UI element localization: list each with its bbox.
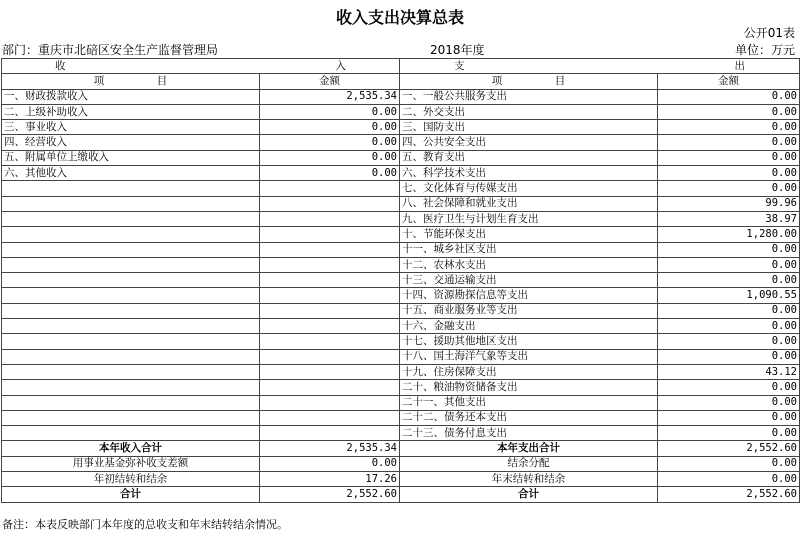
expense-group-left: 支 [454, 59, 465, 72]
expense-item: 二十三、债务付息支出 [400, 426, 658, 441]
table-row [2, 364, 800, 379]
expense-item: 十八、国土海洋气象等支出 [400, 349, 658, 364]
income-item [2, 196, 260, 211]
total-expense-label: 本年支出合计 [400, 441, 658, 456]
expense-amount: 0.00 [658, 89, 800, 104]
income-item [2, 273, 260, 288]
table-row [2, 181, 800, 196]
expense-amount: 0.00 [658, 319, 800, 334]
expense-item: 五、教育支出 [400, 150, 658, 165]
income-item [2, 380, 260, 395]
income-group-right: 入 [335, 59, 346, 72]
expense-item: 十七、援助其他地区支出 [400, 334, 658, 349]
summary-row [2, 456, 800, 471]
table-row [2, 303, 800, 318]
expense-group-right: 出 [734, 59, 745, 72]
expense-item: 十五、商业服务业等支出 [400, 303, 658, 318]
table-row [2, 319, 800, 334]
income-item: 六、其他收入 [2, 166, 260, 181]
expense-item: 二、外交支出 [400, 104, 658, 119]
expense-item: 九、医疗卫生与计划生育支出 [400, 211, 658, 226]
income-group-header [2, 59, 400, 74]
income-amount [260, 227, 400, 242]
expense-amount: 43.12 [658, 364, 800, 379]
table-row [2, 257, 800, 272]
income-amount [260, 303, 400, 318]
expense-item: 八、社会保障和就业支出 [400, 196, 658, 211]
income-item: 三、事业收入 [2, 120, 260, 135]
income-group-left: 收 [55, 59, 66, 72]
expense-item: 四、公共安全支出 [400, 135, 658, 150]
item-header-left: 项 [93, 74, 105, 87]
total-income-label: 本年收入合计 [2, 441, 260, 456]
expense-item: 三、国防支出 [400, 120, 658, 135]
income-amount [260, 380, 400, 395]
grand-expense-label: 合计 [400, 487, 658, 502]
income-item [2, 349, 260, 364]
column-header-row [2, 74, 800, 89]
table-row [2, 395, 800, 410]
table-row [2, 410, 800, 425]
summary-expense-amount: 0.00 [658, 456, 800, 471]
fiscal-year: 2018年度 [430, 43, 485, 57]
expense-item: 六、科学技术支出 [400, 166, 658, 181]
expense-item: 十一、城乡社区支出 [400, 242, 658, 257]
expense-item: 十、节能环保支出 [400, 227, 658, 242]
grand-expense-amount: 2,552.60 [658, 487, 800, 502]
income-amount [260, 410, 400, 425]
expense-item: 十六、金融支出 [400, 319, 658, 334]
expense-amount: 0.00 [658, 380, 800, 395]
income-item [2, 181, 260, 196]
expense-amount: 0.00 [658, 426, 800, 441]
expense-amount: 0.00 [658, 334, 800, 349]
item-header-right: 目 [554, 74, 566, 87]
table-row [2, 104, 800, 119]
unit-label: 单位：万元 [734, 43, 795, 57]
expense-item: 十九、住房保障支出 [400, 364, 658, 379]
income-amount [260, 288, 400, 303]
expense-item: 二十、粮油物资储备支出 [400, 380, 658, 395]
income-item [2, 227, 260, 242]
expense-amount: 1,280.00 [658, 227, 800, 242]
income-amount: 2,535.34 [260, 89, 400, 104]
table-row [2, 380, 800, 395]
expense-item: 二十一、其他支出 [400, 395, 658, 410]
income-amount [260, 257, 400, 272]
expense-group-header [400, 59, 800, 74]
income-amount [260, 364, 400, 379]
income-item [2, 303, 260, 318]
income-amount-header: 金额 [260, 74, 400, 89]
expense-amount: 0.00 [658, 410, 800, 425]
expense-amount: 0.00 [658, 257, 800, 272]
department-label: 部门：重庆市北碚区安全生产监督管理局 [2, 43, 219, 57]
summary-expense-item: 结余分配 [400, 456, 658, 471]
item-header-left: 项 [491, 74, 503, 87]
table-row [2, 227, 800, 242]
form-number: 公开01表 [743, 26, 795, 40]
income-amount [260, 334, 400, 349]
expense-item: 十三、交通运输支出 [400, 273, 658, 288]
income-amount: 0.00 [260, 166, 400, 181]
expense-amount: 0.00 [658, 242, 800, 257]
income-amount [260, 211, 400, 226]
income-amount: 0.00 [260, 150, 400, 165]
table-row [2, 135, 800, 150]
income-amount: 0.00 [260, 120, 400, 135]
footnote: 备注：本表反映部门本年度的总收支和年末结转结余情况。 [2, 518, 288, 531]
total-expense-amount: 2,552.60 [658, 441, 800, 456]
table-row [2, 426, 800, 441]
table-row [2, 120, 800, 135]
expense-item: 十四、资源勘探信息等支出 [400, 288, 658, 303]
table-row [2, 89, 800, 104]
income-amount: 0.00 [260, 104, 400, 119]
table-row [2, 150, 800, 165]
income-item [2, 334, 260, 349]
summary-income-item: 年初结转和结余 [2, 472, 260, 487]
income-amount [260, 273, 400, 288]
expense-amount-header: 金额 [658, 74, 800, 89]
grand-income-label: 合计 [2, 487, 260, 502]
table-row [2, 349, 800, 364]
expense-item: 二十二、债务还本支出 [400, 410, 658, 425]
income-expense-table [1, 58, 800, 503]
income-item: 一、财政拨款收入 [2, 89, 260, 104]
expense-amount: 0.00 [658, 181, 800, 196]
income-amount [260, 426, 400, 441]
expense-item: 七、文化体育与传媒支出 [400, 181, 658, 196]
income-item: 四、经营收入 [2, 135, 260, 150]
total-row [2, 441, 800, 456]
expense-amount: 1,090.55 [658, 288, 800, 303]
income-item-header [2, 74, 260, 89]
income-amount [260, 196, 400, 211]
income-amount [260, 319, 400, 334]
table-row [2, 166, 800, 181]
expense-amount: 0.00 [658, 349, 800, 364]
summary-expense-item: 年末结转和结余 [400, 472, 658, 487]
expense-amount: 0.00 [658, 166, 800, 181]
group-header-row [2, 59, 800, 74]
expense-amount: 0.00 [658, 303, 800, 318]
income-amount [260, 395, 400, 410]
income-item [2, 257, 260, 272]
table-row [2, 273, 800, 288]
summary-expense-amount: 0.00 [658, 472, 800, 487]
table-row [2, 334, 800, 349]
income-item [2, 288, 260, 303]
summary-income-item: 用事业基金弥补收支差额 [2, 456, 260, 471]
income-item [2, 426, 260, 441]
income-item: 五、附属单位上缴收入 [2, 150, 260, 165]
income-item [2, 410, 260, 425]
grand-income-amount: 2,552.60 [260, 487, 400, 502]
income-amount [260, 242, 400, 257]
item-header-right: 目 [156, 74, 168, 87]
table-row [2, 211, 800, 226]
income-amount [260, 181, 400, 196]
expense-item-header [400, 74, 658, 89]
summary-row [2, 472, 800, 487]
expense-amount: 0.00 [658, 395, 800, 410]
expense-amount: 0.00 [658, 104, 800, 119]
expense-amount: 0.00 [658, 120, 800, 135]
table-row [2, 196, 800, 211]
income-item: 二、上级补助收入 [2, 104, 260, 119]
table-row [2, 242, 800, 257]
report-title: 收入支出决算总表 [335, 8, 464, 27]
grand-total-row [2, 487, 800, 502]
income-item [2, 242, 260, 257]
income-item [2, 211, 260, 226]
income-item [2, 364, 260, 379]
total-income-amount: 2,535.34 [260, 441, 400, 456]
expense-amount: 0.00 [658, 273, 800, 288]
income-amount [260, 349, 400, 364]
income-item [2, 319, 260, 334]
income-amount: 0.00 [260, 135, 400, 150]
expense-amount: 0.00 [658, 135, 800, 150]
summary-income-amount: 0.00 [260, 456, 400, 471]
expense-item: 十二、农林水支出 [400, 257, 658, 272]
expense-amount: 99.96 [658, 196, 800, 211]
income-item [2, 395, 260, 410]
expense-item: 一、一般公共服务支出 [400, 89, 658, 104]
expense-amount: 0.00 [658, 150, 800, 165]
summary-income-amount: 17.26 [260, 472, 400, 487]
table-row [2, 288, 800, 303]
expense-amount: 38.97 [658, 211, 800, 226]
